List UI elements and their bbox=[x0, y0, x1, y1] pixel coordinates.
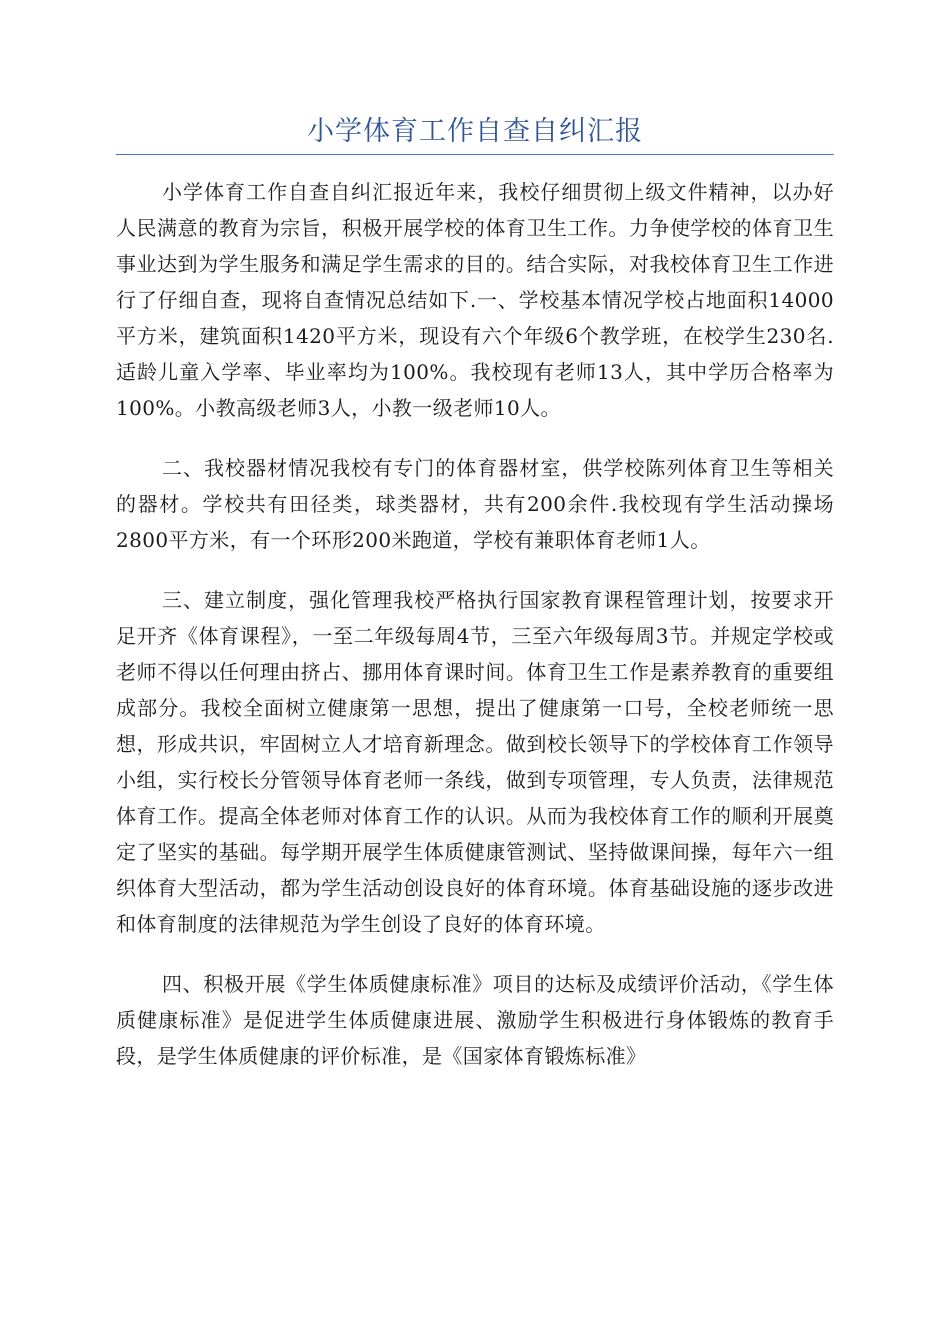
paragraph-1: 小学体育工作自查自纠汇报近年来，我校仔细贯彻上级文件精神，以办好人民满意的教育为宗旨，积极开展学校的体育卫生工作。力争使学校的体育卫生事业达到为学生服务和满足学生需求的目的。结合实际，对我校体育卫生工作进行了仔细自查，现将自查情况总结如下.一、学校基本情况学校占地面积14000平方米，建筑面积1420平方米，现设有六个年级6个教学班，在校学生230名.适龄儿童入学率、毕业率均为100%。我校现有老师13人，其中学历合格率为100%。小教高级老师3人，小教一级老师10人。 bbox=[116, 180, 834, 420]
title-underline bbox=[116, 154, 834, 155]
document-title: 小学体育工作自查自纠汇报 bbox=[307, 116, 643, 147]
document-body bbox=[116, 174, 834, 1098]
paragraph-4: 四、积极开展《学生体质健康标准》项目的达标及成绩评价活动，《学生体质健康标准》是促进学生体质健康进展、激励学生积极进行身体锻炼的教育手段，是学生体质健康的评价标准，是《国家体育锻炼标准》 bbox=[116, 972, 834, 1068]
paragraph-2: 二、我校器材情况我校有专门的体育器材室，供学校陈列体育卫生等相关的器材。学校共有田径类，球类器材，共有200余件.我校现有学生活动操场2800平方米，有一个环形200米跑道，学校有兼职体育老师1人。 bbox=[116, 456, 834, 552]
paragraph-3: 三、建立制度，强化管理我校严格执行国家教育课程管理计划，按要求开足开齐《体育课程》，一至二年级每周4节，三至六年级每周3节。并规定学校或老师不得以任何理由挤占、挪用体育课时间。体育卫生工作是素养教育的重要组成部分。我校全面树立健康第一思想，提出了健康第一口号，全校老师统一思想，形成共识，牢固树立人才培育新理念。做到校长领导下的学校体育工作领导小组，实行校长分管领导体育老师一条线，做到专项管理，专人负责，法律规范体育工作。提高全体老师对体育工作的认识。从而为我校体育工作的顺利开展奠定了坚实的基础。每学期开展学生体质健康管测试、坚持做课间操，每年六一组织体育大型活动，都为学生活动创设良好的体育环境。体育基础设施的逐步改进和体育制度的法律规范为学生创设了良好的体育环境。 bbox=[116, 588, 834, 936]
